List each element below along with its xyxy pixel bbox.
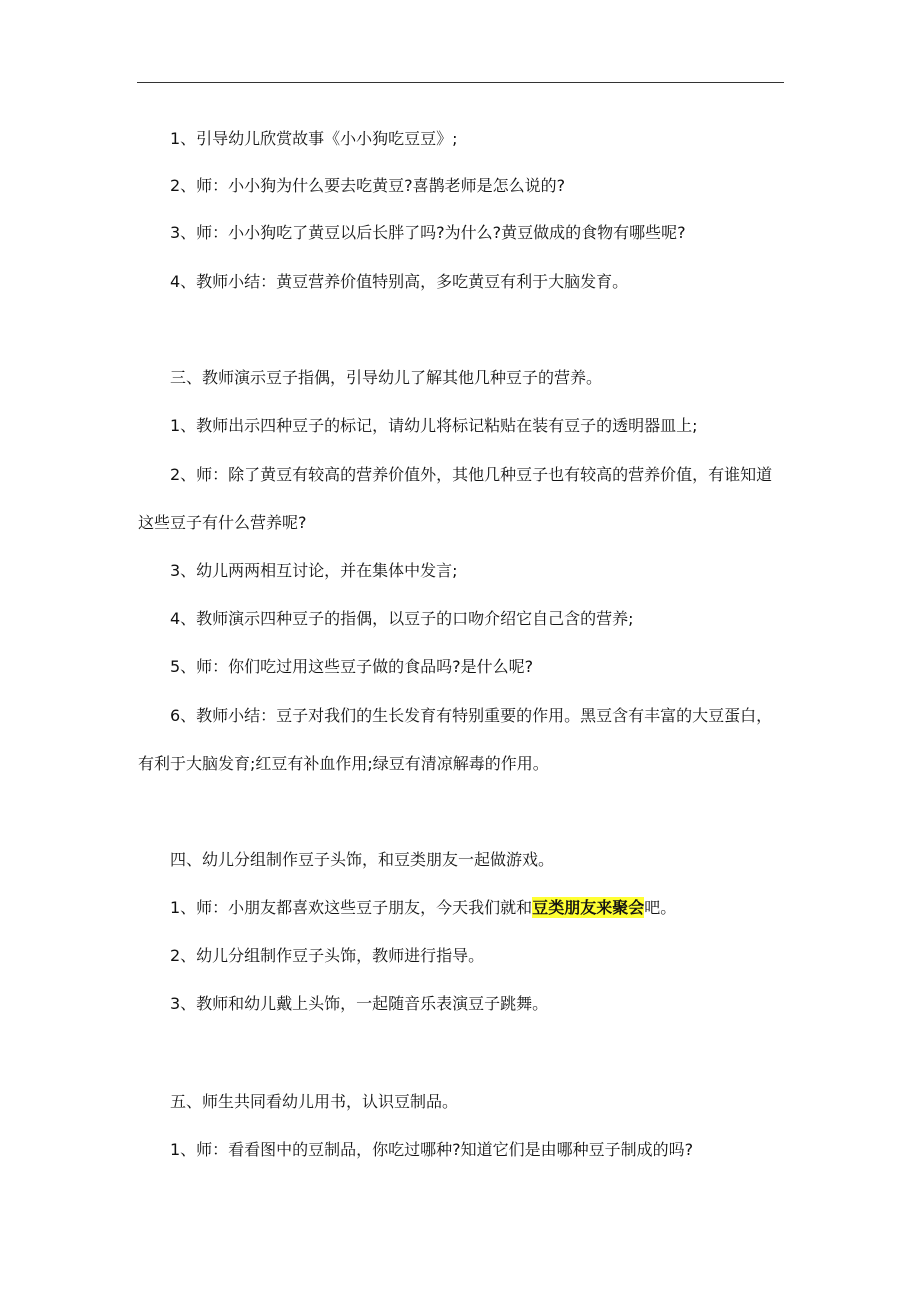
section-heading: 五、师生共同看幼儿用书，认识豆制品。 [170, 1092, 459, 1111]
highlighted-text: 豆类朋友来聚会 [532, 898, 645, 917]
paragraph-line: 有利于大脑发育;红豆有补血作用;绿豆有清凉解毒的作用。 [138, 754, 549, 773]
paragraph-line: 3、教师和幼儿戴上头饰，一起随音乐表演豆子跳舞。 [170, 994, 549, 1013]
header-rule [137, 82, 784, 83]
paragraph-line: 4、教师演示四种豆子的指偶，以豆子的口吻介绍它自己含的营养; [170, 609, 634, 628]
paragraph-line: 3、幼儿两两相互讨论，并在集体中发言; [170, 561, 458, 580]
paragraph-line: 1、引导幼儿欣赏故事《小小狗吃豆豆》; [170, 129, 458, 148]
paragraph-line: 这些豆子有什么营养呢? [138, 513, 307, 532]
paragraph-line: 1、师：看看图中的豆制品，你吃过哪种?知道它们是由哪种豆子制成的吗? [170, 1140, 694, 1159]
section-heading: 四、幼儿分组制作豆子头饰，和豆类朋友一起做游戏。 [170, 850, 555, 869]
text-before-highlight: 1、师：小朋友都喜欢这些豆子朋友，今天我们就和 [170, 898, 533, 917]
paragraph-line: 6、教师小结：豆子对我们的生长发育有特别重要的作用。黑豆含有丰富的大豆蛋白， [170, 706, 773, 725]
paragraph-line: 4、教师小结：黄豆营养价值特别高，多吃黄豆有利于大脑发育。 [170, 272, 629, 291]
paragraph-line: 5、师：你们吃过用这些豆子做的食品吗?是什么呢? [170, 657, 534, 676]
text-after-highlight: 吧。 [644, 898, 677, 917]
paragraph-line: 2、师：小小狗为什么要去吃黄豆?喜鹊老师是怎么说的? [170, 176, 566, 195]
paragraph-line: 1、教师出示四种豆子的标记，请幼儿将标记粘贴在装有豆子的透明器皿上; [170, 416, 698, 435]
paragraph-line: 2、师：除了黄豆有较高的营养价值外，其他几种豆子也有较高的营养价值，有谁知道 [170, 465, 773, 484]
paragraph-line-highlighted [170, 897, 676, 919]
section-heading: 三、教师演示豆子指偶，引导幼儿了解其他几种豆子的营养。 [170, 368, 603, 387]
paragraph-line: 3、师：小小狗吃了黄豆以后长胖了吗?为什么?黄豆做成的食物有哪些呢? [170, 223, 686, 242]
paragraph-line: 2、幼儿分组制作豆子头饰，教师进行指导。 [170, 946, 485, 965]
